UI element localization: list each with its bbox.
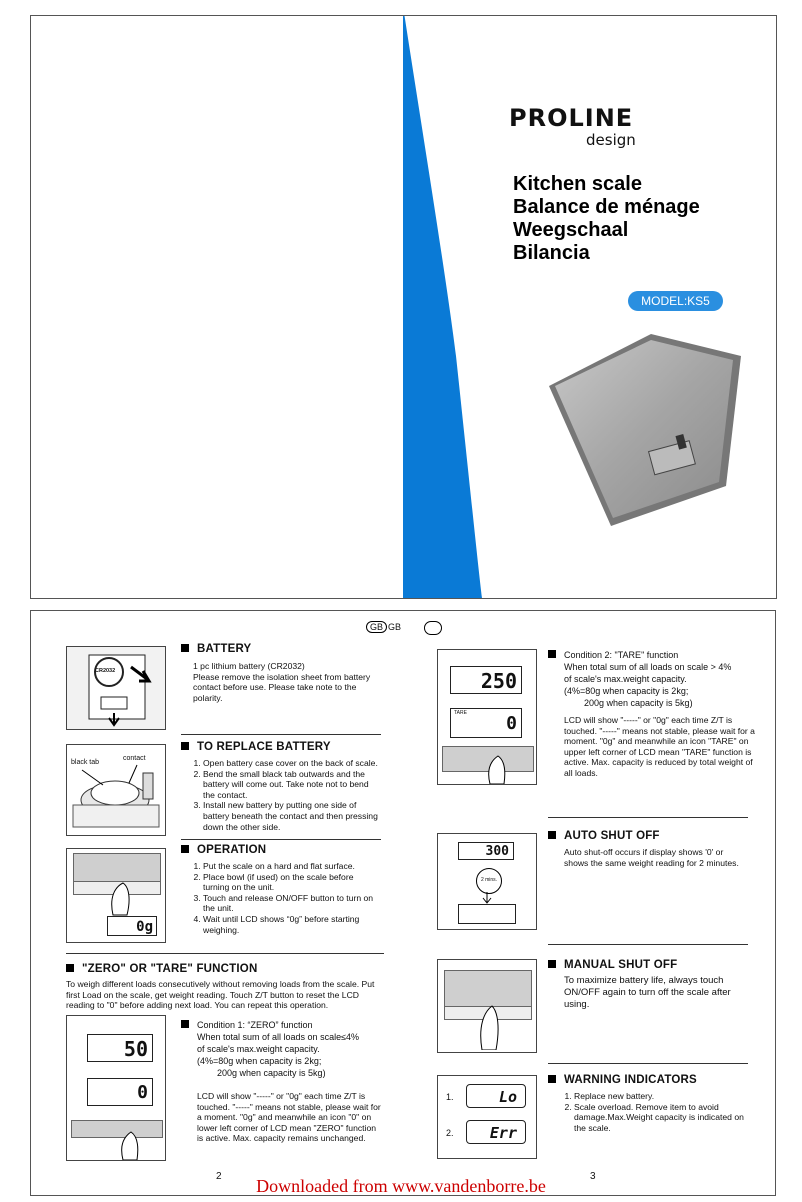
lang-badge: GB	[366, 621, 387, 633]
replace-step-1: 1. Open battery case cover on the back of scale.	[203, 758, 379, 769]
zero-tare-heading: "ZERO" OR "TARE" FUNCTION	[66, 963, 257, 975]
zero-cond-line-0: When total sum of all loads on scale≤4%	[197, 1032, 360, 1042]
zero-cond-title: Condition 1: “ZERO” function	[197, 1020, 313, 1030]
zero-illustration	[66, 1015, 166, 1161]
page-number-right: 3	[590, 1171, 596, 1182]
warning-illustration	[437, 1075, 537, 1159]
operation-step-2: 2. Place bowl (if used) on the scale before turning on the unit.	[203, 872, 379, 893]
tare-lcd-2: 0	[450, 708, 522, 738]
manual-off-illustration	[437, 959, 537, 1053]
warning-heading: WARNING INDICATORS	[548, 1074, 697, 1086]
zero-cond-line-2: (4%=80g when capacity is 2kg;	[197, 1056, 322, 1066]
auto-off-heading: AUTO SHUT OFF	[548, 830, 660, 842]
operation-step-1: 1. Put the scale on a hard and flat surface.	[203, 861, 379, 872]
operation-illustration	[66, 848, 166, 943]
battery-text: 1 pc lithium battery (CR2032) Please remove the isolation sheet from battery contact before use. Please take note to the polarity.	[193, 661, 371, 703]
replace-steps	[189, 758, 379, 832]
zero-tare-intro: To weigh different loads consecutively without removing loads from the scale. Put first Load on the scale, get weight reading. Touch Z/T button to reset the LCD reading to "0" before adding next load. You can repeat this operation.	[66, 979, 375, 1011]
warning-item-1: 1. Replace new battery.	[574, 1091, 754, 1102]
operation-steps	[189, 861, 379, 935]
tare-icon-label: TARE	[454, 710, 467, 716]
battery-heading: BATTERY	[181, 643, 251, 655]
cover-title-3: Bilancia	[513, 242, 590, 264]
replace-heading: TO REPLACE BATTERY	[181, 741, 331, 753]
divider	[181, 734, 381, 735]
label-black-tab: black tab	[71, 759, 100, 766]
tare-lcd-1: 250	[450, 666, 522, 694]
tare-cond-line-1: of scale's max.weight capacity.	[564, 674, 687, 684]
manual-off-heading: MANUAL SHUT OFF	[548, 959, 677, 971]
operation-lcd: 0g	[107, 916, 157, 936]
zero-lcd-1: 50	[87, 1034, 153, 1062]
warning-item-2: 2. Scale overload. Remove item to avoid damage.Max.Weight capacity is indicated on the scale.	[574, 1102, 754, 1134]
cover-title-1: Balance de ménage	[513, 196, 700, 218]
cover-title-0: Kitchen scale	[513, 173, 642, 195]
scale-product-image	[541, 326, 756, 536]
warning-num-2: 2.	[446, 1128, 454, 1138]
cover-panel	[30, 15, 777, 599]
warning-lcd-err: Err	[466, 1120, 526, 1144]
tare-condition	[548, 649, 758, 709]
label-contact: contact	[123, 755, 146, 762]
lang-label: GB	[388, 622, 402, 632]
divider	[548, 944, 748, 945]
brand-logo: PROLINE	[509, 104, 634, 132]
model-badge: MODEL:KS5	[628, 291, 723, 311]
warning-num-1: 1.	[446, 1092, 454, 1102]
auto-off-lcd: 300	[458, 842, 514, 860]
manual-off-text: To maximize battery life, always touch ON/OFF again to turn off the scale after using.	[564, 975, 731, 1010]
zero-cond-line-3: 200g when capacity is 5kg)	[217, 1068, 326, 1078]
zero-condition	[181, 1019, 381, 1079]
tare-cond-title: Condition 2: "TARE" function	[564, 650, 679, 660]
battery-cell-label: CR2032	[95, 668, 116, 674]
operation-step-4: 4. Wait until LCD shows “0g” before starting weighing.	[203, 914, 379, 935]
divider	[548, 817, 748, 818]
auto-off-text: Auto shut-off occurs if display shows '0' or shows the same weight reading for 2 minutes.	[564, 847, 739, 868]
warning-lcd-lo: Lo	[466, 1084, 526, 1108]
page-right	[402, 610, 776, 1196]
page-left	[30, 610, 404, 1196]
tare-text: LCD will show "-----" or "0g" each time Z/T is touched. "-----" means not stable, please wait for a moment. "0g" and meanwhile an icon "TARE" on upper left corner of LCD mean "TARE" function is active. Max. capacity is reduced by total weight of all loads.	[564, 715, 755, 778]
timer-label: 2 mins.	[480, 877, 498, 883]
download-link[interactable]: Downloaded from www.vandenborre.be	[256, 1176, 546, 1196]
divider	[181, 839, 381, 840]
zero-text: LCD will show "-----" or "0g" each time Z/T is touched. "-----" means not stable, please wait for a moment. "0g" and meanwhile an icon "0" on lower left corner of LCD mean "ZERO" function is active. Max. capacity remains unchanged.	[197, 1091, 381, 1144]
tare-cond-line-3: 200g when capacity is 5kg)	[584, 698, 693, 708]
warning-list	[560, 1091, 754, 1133]
auto-off-illustration	[437, 833, 537, 930]
cover-title-2: Weegschaal	[513, 219, 629, 241]
operation-heading: OPERATION	[181, 844, 266, 856]
tare-cond-line-0: When total sum of all loads on scale > 4%	[564, 662, 732, 672]
divider	[548, 1063, 748, 1064]
tare-illustration	[437, 649, 537, 785]
operation-step-3: 3. Touch and release ON/OFF button to turn on the unit.	[203, 893, 379, 914]
zero-cond-line-1: of scale's max.weight capacity.	[197, 1044, 320, 1054]
lang-circle	[424, 621, 442, 635]
replace-illustration	[66, 744, 166, 836]
battery-illustration	[66, 646, 166, 730]
brand-sub: design	[586, 131, 636, 149]
replace-step-3: 3. Install new battery by putting one side of battery beneath the contact and then pressing down the other side.	[203, 800, 379, 832]
page-number-left: 2	[216, 1171, 222, 1182]
replace-step-2: 2. Bend the small black tab outwards and the battery will come out. Take note not to bend the contact.	[203, 769, 379, 801]
tare-cond-line-2: (4%=80g when capacity is 2kg;	[564, 686, 689, 696]
divider	[66, 953, 384, 954]
zero-lcd-2: 0	[87, 1078, 153, 1106]
